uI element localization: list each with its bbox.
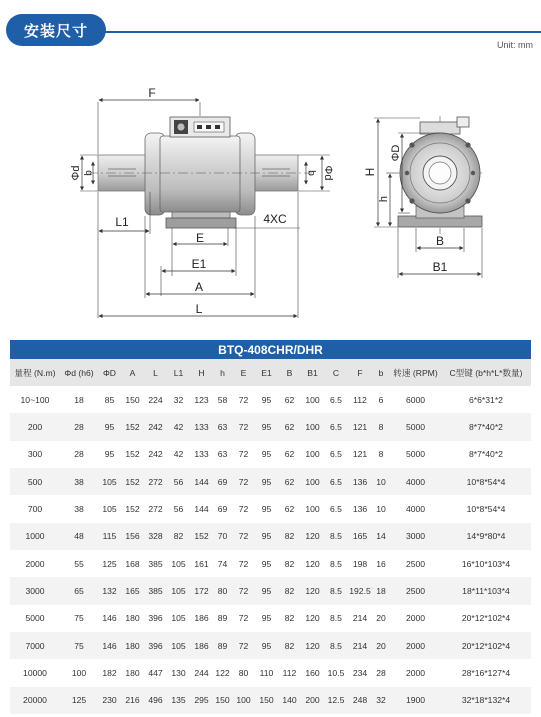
table-cell: 242	[144, 413, 167, 440]
table-cell: 180	[125, 668, 140, 679]
table-row	[10, 659, 531, 686]
table-cell: 62	[278, 413, 301, 440]
table-cell: 56	[167, 468, 190, 495]
table-cell: 56	[173, 504, 184, 515]
table-cell: 198	[352, 558, 368, 569]
dim-b-left-label: b	[83, 170, 95, 176]
table-cell: 72	[238, 613, 249, 624]
table-cell: 6.5	[324, 468, 348, 495]
table-cell: 62	[284, 504, 295, 515]
table-cell: 100	[305, 394, 320, 405]
column-header: F	[348, 359, 372, 386]
table-cell: 82	[167, 523, 190, 550]
table-row	[10, 386, 531, 413]
table-cell: 135	[167, 687, 190, 714]
table-cell: 112	[353, 394, 367, 405]
table-cell: 152	[121, 413, 144, 440]
table-cell: 146	[98, 632, 121, 659]
table-cell: 120	[305, 558, 320, 569]
table-cell: 75	[60, 632, 98, 659]
table-cell: 125	[102, 558, 117, 569]
table-cell: 72	[232, 632, 255, 659]
table-cell: 105	[102, 504, 117, 515]
dim-h-upper-label: H	[363, 167, 378, 177]
table-cell: 156	[121, 523, 144, 550]
table-cell: 62	[284, 449, 295, 460]
dim-phid-left-label: Φd	[69, 165, 82, 181]
column-header: 转速 (RPM)	[390, 359, 441, 386]
table-row	[10, 687, 531, 714]
table-cell: 72	[238, 504, 249, 515]
table-cell: 121	[348, 413, 372, 440]
table-cell: 20*12*102*4	[461, 613, 511, 624]
dim-a-label: A	[194, 280, 204, 294]
column-header: ΦD	[98, 359, 121, 386]
table-cell: 234	[352, 668, 368, 679]
unit-label: Unit: mm	[497, 40, 533, 50]
table-cell: 242	[148, 449, 163, 460]
table-cell: 3000	[10, 577, 60, 604]
table-cell: 120	[301, 632, 324, 659]
table-cell: 186	[190, 632, 213, 659]
table-row	[10, 550, 531, 577]
table-cell: 72	[232, 413, 255, 440]
table-cell: 4000	[405, 504, 426, 515]
table-cell: 28	[60, 413, 98, 440]
table-cell: 100	[305, 449, 320, 460]
table-cell: 72	[238, 394, 249, 405]
table-cell: 20	[372, 632, 390, 659]
table-cell: 146	[102, 613, 117, 624]
table-cell: 20	[376, 613, 386, 624]
table-cell: 100	[301, 413, 324, 440]
table-cell: 63	[217, 449, 228, 460]
table-cell: 12.5	[324, 687, 348, 714]
column-header: C型键 (b*h*L*数量)	[441, 359, 531, 386]
table-cell: 2000	[25, 558, 45, 569]
table-cell: 32*18*132*4	[441, 687, 531, 714]
table-cell: 385	[144, 577, 167, 604]
table-cell: 150	[255, 687, 278, 714]
table-cell: 160	[305, 668, 320, 679]
dim-b-right-label: b	[305, 170, 317, 176]
table-cell: 182	[102, 668, 117, 679]
table-cell: 8	[378, 449, 384, 460]
dim-h-lower-label: h	[377, 195, 390, 203]
column-header: H	[190, 359, 213, 386]
dim-b-label: B	[435, 234, 445, 248]
dim-l1-label: L1	[115, 215, 129, 229]
table-cell: 95	[104, 449, 115, 460]
table-cell: 496	[144, 687, 167, 714]
table-cell: 216	[121, 687, 144, 714]
table-cell: 95	[261, 394, 272, 405]
table-row	[10, 577, 531, 604]
table-cell: 152	[121, 468, 144, 495]
table-cell: 72	[238, 558, 249, 569]
table-cell: 144	[194, 504, 209, 515]
table-cell: 168	[125, 558, 140, 569]
title-rule	[100, 31, 541, 33]
table-cell: 55	[74, 558, 84, 569]
table-cell: 18*11*103*4	[441, 577, 531, 604]
table-cell: 396	[144, 632, 167, 659]
table-cell: 10000	[23, 668, 47, 679]
table-cell: 70	[213, 523, 232, 550]
table-title: BTQ-408CHR/DHR	[10, 340, 531, 359]
table-cell: 328	[144, 523, 167, 550]
table-cell: 62	[278, 468, 301, 495]
table-cell: 396	[148, 613, 163, 624]
table-cell: 42	[167, 413, 190, 440]
column-header: A	[121, 359, 144, 386]
table-cell: 89	[217, 613, 228, 624]
table-cell: 165	[121, 577, 144, 604]
table-cell: 172	[190, 577, 213, 604]
dim-b1-label: B1	[432, 260, 448, 274]
table-cell: 144	[190, 468, 213, 495]
table-cell: 85	[104, 394, 115, 405]
table-cell: 72	[232, 468, 255, 495]
table-cell: 80	[238, 668, 249, 679]
table-cell: 8.5	[324, 523, 348, 550]
table-cell: 186	[194, 613, 209, 624]
table-cell: 105	[167, 632, 190, 659]
table-cell: 152	[190, 523, 213, 550]
table-cell: 6000	[405, 394, 426, 405]
table-cell: 95	[255, 523, 278, 550]
table-cell: 20*12*102*4	[441, 632, 531, 659]
table-cell: 115	[98, 523, 121, 550]
table-cell: 82	[284, 613, 295, 624]
table-cell: 10*8*54*4	[466, 504, 506, 515]
dim-f-label: F	[148, 86, 156, 100]
table-cell: 28*16*127*4	[461, 668, 511, 679]
table-cell: 95	[261, 613, 272, 624]
table-cell: 18	[74, 394, 84, 405]
table-cell: 136	[352, 504, 368, 515]
table-cell: 72	[232, 523, 255, 550]
table-cell: 105	[171, 558, 186, 569]
table-cell: 100	[232, 687, 255, 714]
table-cell: 28	[74, 449, 84, 460]
table-header-row	[10, 359, 531, 386]
table-cell: 248	[348, 687, 372, 714]
table-cell: 16*10*103*4	[461, 558, 511, 569]
table-cell: 74	[217, 558, 228, 569]
table-cell: 385	[148, 558, 163, 569]
table-cell: 133	[194, 449, 209, 460]
table-cell: 10.5	[327, 668, 345, 679]
table-cell: 69	[213, 468, 232, 495]
table-cell: 69	[217, 504, 228, 515]
table-cell: 32	[173, 394, 184, 405]
table-cell: 20000	[10, 687, 60, 714]
table-cell: 161	[194, 558, 209, 569]
table-cell: 3000	[390, 523, 441, 550]
table-cell: 132	[98, 577, 121, 604]
column-header: h	[213, 359, 232, 386]
table-cell: 42	[173, 449, 184, 460]
table-cell: 7000	[10, 632, 60, 659]
table-cell: 100	[301, 468, 324, 495]
table-cell: 123	[194, 394, 209, 405]
table-cell: 1900	[390, 687, 441, 714]
table-cell: 82	[284, 558, 295, 569]
table-cell: 152	[125, 504, 140, 515]
side-view	[70, 86, 334, 318]
table-cell: 72	[238, 449, 249, 460]
table-cell: 180	[125, 613, 140, 624]
table-cell: 14*9*80*4	[441, 523, 531, 550]
table-cell: 6	[378, 394, 384, 405]
table-cell: 28	[376, 668, 386, 679]
table-cell: 10	[376, 504, 386, 515]
table-cell: 80	[213, 577, 232, 604]
table-cell: 8.5	[324, 577, 348, 604]
table-cell: 100	[305, 504, 320, 515]
table-cell: 120	[301, 523, 324, 550]
table-row	[10, 523, 531, 550]
table-cell: 72	[232, 577, 255, 604]
table-cell: 2500	[405, 558, 426, 569]
table-cell: 95	[255, 632, 278, 659]
table-cell: 95	[98, 413, 121, 440]
table-cell: 224	[148, 394, 163, 405]
table-cell: 150	[213, 687, 232, 714]
table-cell: 110	[259, 668, 274, 679]
table-cell: 2000	[390, 632, 441, 659]
table-cell: 125	[60, 687, 98, 714]
table-cell: 133	[190, 413, 213, 440]
table-cell: 82	[278, 577, 301, 604]
installation-drawing	[0, 56, 541, 326]
spec-table	[10, 359, 531, 714]
table-cell: 95	[255, 468, 278, 495]
table-cell: 48	[60, 523, 98, 550]
column-header: B1	[301, 359, 324, 386]
table-cell: 2500	[390, 577, 441, 604]
column-header: C	[324, 359, 348, 386]
table-cell: 8.5	[324, 632, 348, 659]
table-cell: 8*7*40*2	[469, 449, 503, 460]
table-cell: 82	[278, 523, 301, 550]
table-cell: 130	[171, 668, 186, 679]
table-cell: 112	[282, 668, 297, 679]
table-cell: 75	[74, 613, 84, 624]
table-cell: 5000	[405, 449, 426, 460]
column-header: b	[372, 359, 390, 386]
dim-phid-right-label: Φd	[322, 165, 335, 181]
dim-l-label: L	[195, 302, 203, 316]
table-cell: 63	[213, 413, 232, 440]
table-cell: 500	[10, 468, 60, 495]
column-header: E	[232, 359, 255, 386]
dim-e1-label: E1	[191, 257, 207, 271]
table-cell: 6.5	[330, 449, 342, 460]
table-cell: 8*7*40*2	[441, 413, 531, 440]
table-cell: 214	[348, 632, 372, 659]
table-cell: 5000	[25, 613, 45, 624]
table-cell: 272	[148, 504, 163, 515]
table-cell: 140	[278, 687, 301, 714]
table-cell: 65	[60, 577, 98, 604]
table-cell: 105	[171, 613, 186, 624]
table-cell: 58	[217, 394, 228, 405]
table-cell: 95	[255, 577, 278, 604]
table-cell: 120	[301, 577, 324, 604]
table-cell: 152	[125, 449, 140, 460]
table-row	[10, 632, 531, 659]
table-cell: 62	[284, 394, 295, 405]
dim-e-label: E	[195, 231, 205, 245]
table-cell: 1000	[10, 523, 60, 550]
column-header: L1	[167, 359, 190, 386]
table-cell: 16	[376, 558, 386, 569]
table-cell: 200	[301, 687, 324, 714]
table-cell: 105	[98, 468, 121, 495]
table-cell: 6*6*31*2	[469, 394, 503, 405]
table-cell: 8	[372, 413, 390, 440]
table-cell: 700	[27, 504, 43, 515]
table-cell: 165	[348, 523, 372, 550]
table-cell: 136	[348, 468, 372, 495]
table-cell: 8.5	[330, 613, 342, 624]
table-cell: 192.5	[348, 577, 372, 604]
column-header: 量程 (N.m)	[10, 359, 60, 386]
table-row	[10, 495, 531, 522]
table-cell: 244	[194, 668, 209, 679]
table-cell: 295	[190, 687, 213, 714]
table-cell: 6.5	[324, 413, 348, 440]
table-row	[10, 468, 531, 495]
column-header: L	[144, 359, 167, 386]
table-cell: 447	[148, 668, 163, 679]
column-header: Φd (h6)	[60, 359, 98, 386]
column-header: E1	[255, 359, 278, 386]
table-cell: 10~100	[20, 394, 50, 405]
table-cell: 230	[98, 687, 121, 714]
table-cell: 95	[261, 558, 272, 569]
table-cell: 95	[261, 504, 272, 515]
dim-phi-d-label: ΦD	[389, 144, 402, 162]
table-cell: 10	[372, 468, 390, 495]
table-cell: 82	[278, 632, 301, 659]
section-title: 安装尺寸	[6, 14, 106, 46]
table-cell: 38	[60, 468, 98, 495]
table-cell: 4000	[390, 468, 441, 495]
table-cell: 14	[372, 523, 390, 550]
table-cell: 32	[372, 687, 390, 714]
table-cell: 122	[215, 668, 230, 679]
table-cell: 214	[352, 613, 368, 624]
table-cell: 300	[27, 449, 43, 460]
table-cell: 38	[74, 504, 84, 515]
table-cell: 5000	[390, 413, 441, 440]
table-row	[10, 605, 531, 632]
table-body	[10, 386, 531, 714]
table-cell: 10*8*54*4	[441, 468, 531, 495]
table-cell: 95	[261, 449, 272, 460]
table-cell: 120	[305, 613, 320, 624]
table-cell: 8.5	[330, 558, 342, 569]
table-cell: 272	[144, 468, 167, 495]
table-cell: 18	[372, 577, 390, 604]
table-cell: 150	[125, 394, 140, 405]
table-cell: 95	[255, 413, 278, 440]
table-cell: 100	[71, 668, 87, 679]
table-cell: 89	[213, 632, 232, 659]
column-header: B	[278, 359, 301, 386]
table-cell: 180	[121, 632, 144, 659]
table-cell: 2000	[405, 613, 426, 624]
table-cell: 6.5	[330, 394, 342, 405]
dim-4xc-label: 4XC	[263, 212, 287, 226]
front-view	[363, 116, 482, 278]
table-cell: 2000	[405, 668, 426, 679]
table-cell: 200	[10, 413, 60, 440]
table-row	[10, 413, 531, 440]
table-cell: 121	[352, 449, 368, 460]
table-row	[10, 441, 531, 468]
table-cell: 105	[167, 577, 190, 604]
table-cell: 6.5	[330, 504, 342, 515]
